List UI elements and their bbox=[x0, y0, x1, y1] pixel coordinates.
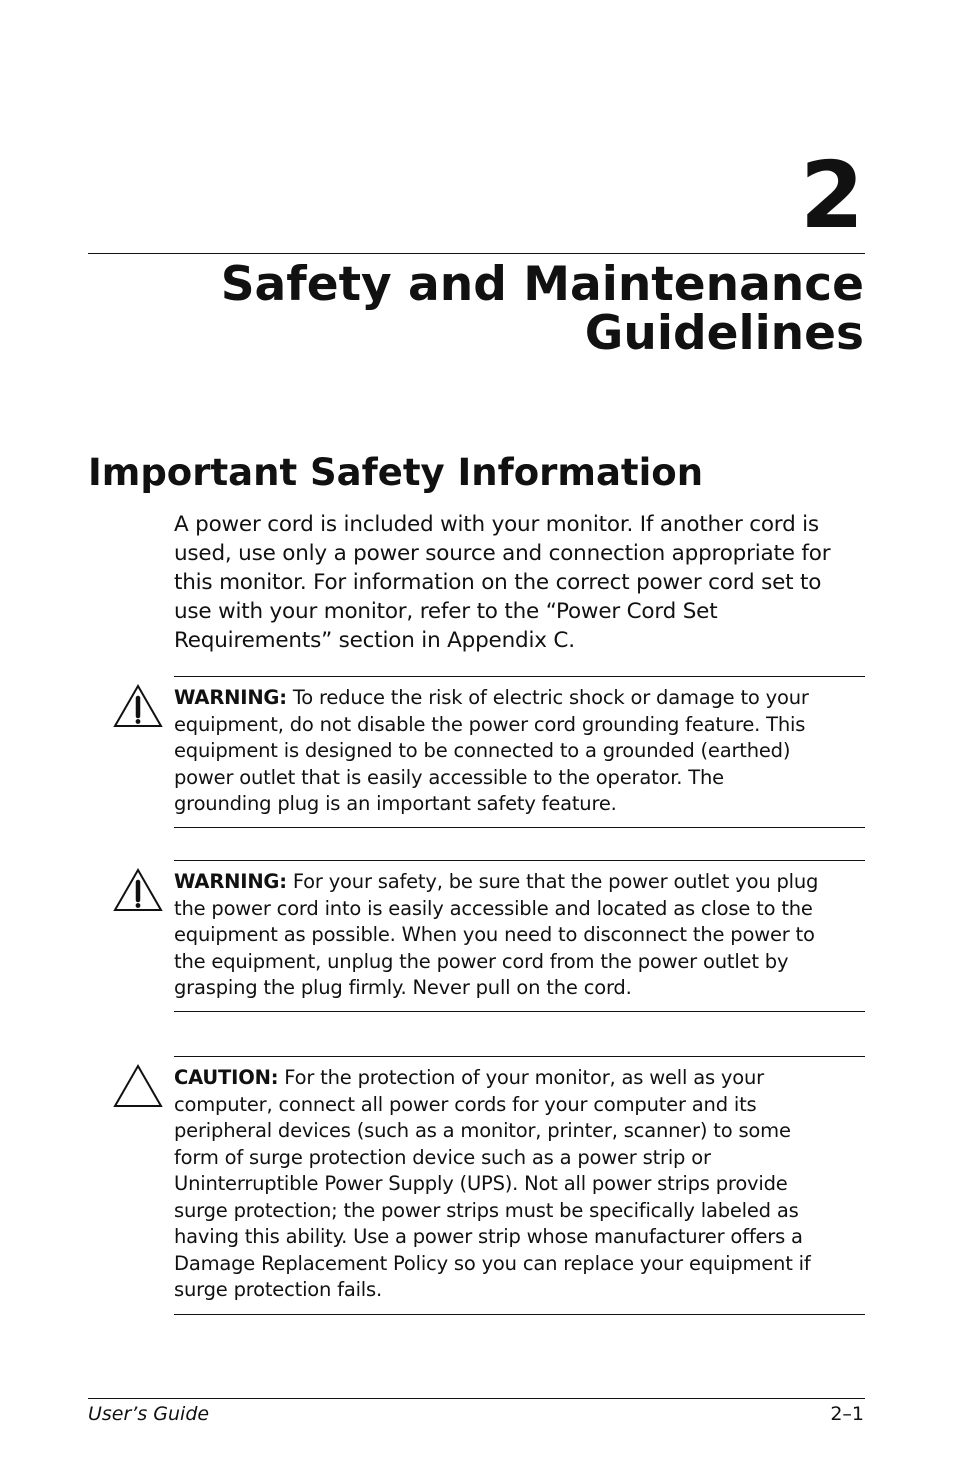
caution-notice-text bbox=[174, 1065, 824, 1304]
footer-page-number: 2–1 bbox=[830, 1403, 864, 1425]
warning-icon bbox=[112, 683, 164, 729]
chapter-rule bbox=[88, 253, 865, 254]
chapter-title-line-2: Guidelines bbox=[584, 306, 864, 361]
section-heading: Important Safety Information bbox=[88, 451, 704, 494]
chapter-number: 2 bbox=[799, 142, 864, 249]
warning-notice-2 bbox=[174, 860, 865, 1012]
warning-label: WARNING: bbox=[174, 686, 287, 709]
caution-notice bbox=[174, 1056, 865, 1315]
footer-rule bbox=[88, 1398, 865, 1399]
warning-icon bbox=[112, 867, 164, 913]
caution-label: CAUTION: bbox=[174, 1066, 279, 1089]
chapter-title-line-1: Safety and Maintenance bbox=[220, 257, 864, 312]
footer-document-title: User’s Guide bbox=[88, 1403, 210, 1425]
warning-notice-text bbox=[174, 869, 824, 1002]
caution-body: For the protection of your monitor, as well as your computer, connect all power cords for your computer and its peripheral devices (such as a monitor, printer, scanner) to some form of surge protection device such as a power strip or Uninterruptible Power Supply (UPS). Not all power strips provide surge protection; the power strips must be specifically labeled as having this ability. Use a power strip whose manufacturer offers a Damage Replacement Policy so you can replace your equipment if surge protection fails. bbox=[174, 1066, 811, 1301]
warning-notice-1 bbox=[174, 676, 865, 828]
warning-notice-text bbox=[174, 685, 824, 818]
warning-body: For your safety, be sure that the power outlet you plug the power cord into is easily accessible and located as close to the equipment as possible. When you need to disconnect the power to the equipment, unplug the power cord from the power outlet by grasping the plug firmly. Never pull on the cord. bbox=[174, 870, 819, 999]
warning-label: WARNING: bbox=[174, 870, 287, 893]
chapter-title bbox=[164, 257, 864, 361]
intro-paragraph: A power cord is included with your monitor. If another cord is used, use only a power source and connection appropriate for this monitor. For information on the correct power cord set to use with your monitor, refer to the “Power Cord Set Requirements” section in Appendix C. bbox=[174, 512, 831, 653]
warning-body: To reduce the risk of electric shock or damage to your equipment, do not disable the power cord grounding feature. This equipment is designed to be connected to a grounded (earthed) power outlet that is easily accessible to the operator. The grounding plug is an important safety feature. bbox=[174, 686, 809, 815]
caution-icon bbox=[112, 1063, 164, 1109]
